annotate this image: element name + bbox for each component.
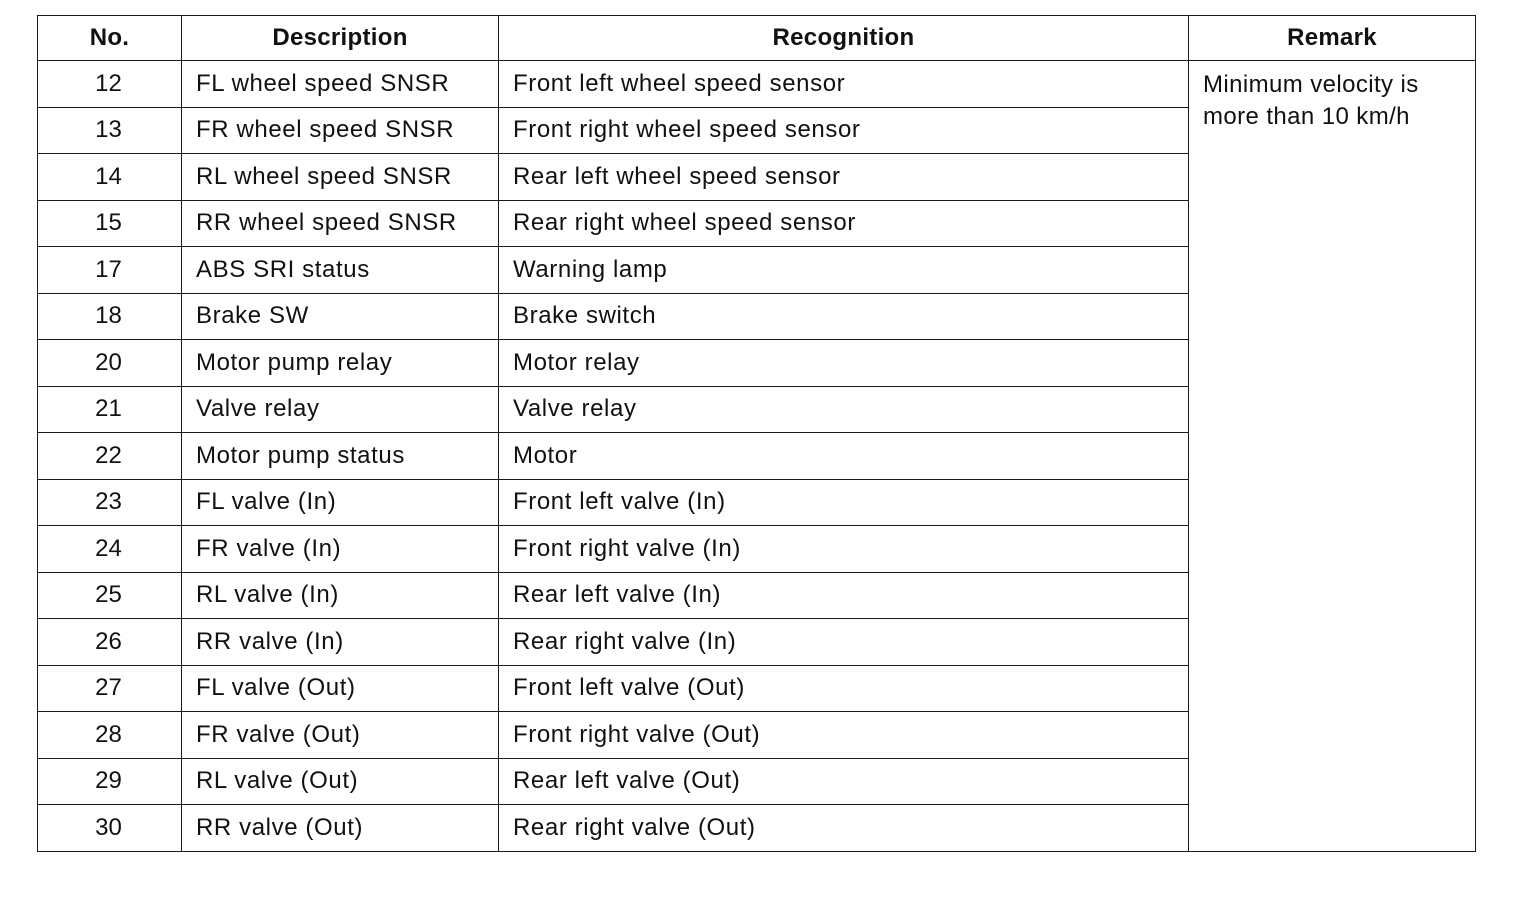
cell-description: RL valve (Out) <box>182 758 499 805</box>
cell-recognition: Rear left valve (Out) <box>499 758 1189 805</box>
cell-description: ABS SRI status <box>182 247 499 294</box>
cell-description: FL valve (Out) <box>182 665 499 712</box>
cell-no: 30 <box>38 805 182 852</box>
cell-no: 24 <box>38 526 182 573</box>
cell-recognition: Brake switch <box>499 293 1189 340</box>
header-description: Description <box>182 16 499 61</box>
cell-remark: Minimum velocity is more than 10 km/h <box>1189 61 1476 852</box>
header-recognition: Recognition <box>499 16 1189 61</box>
cell-no: 12 <box>38 61 182 108</box>
cell-recognition: Front right valve (In) <box>499 526 1189 573</box>
cell-description: FR wheel speed SNSR <box>182 107 499 154</box>
cell-no: 15 <box>38 200 182 247</box>
cell-no: 29 <box>38 758 182 805</box>
cell-no: 26 <box>38 619 182 666</box>
cell-no: 28 <box>38 712 182 759</box>
cell-description: FR valve (Out) <box>182 712 499 759</box>
cell-recognition: Front right wheel speed sensor <box>499 107 1189 154</box>
cell-recognition: Warning lamp <box>499 247 1189 294</box>
cell-description: Valve relay <box>182 386 499 433</box>
cell-description: RR wheel speed SNSR <box>182 200 499 247</box>
cell-recognition: Front right valve (Out) <box>499 712 1189 759</box>
cell-no: 25 <box>38 572 182 619</box>
cell-recognition: Rear left valve (In) <box>499 572 1189 619</box>
cell-recognition: Rear left wheel speed sensor <box>499 154 1189 201</box>
diagnostic-table <box>37 15 1476 852</box>
cell-no: 21 <box>38 386 182 433</box>
cell-no: 18 <box>38 293 182 340</box>
cell-description: FL wheel speed SNSR <box>182 61 499 108</box>
cell-no: 13 <box>38 107 182 154</box>
cell-description: FL valve (In) <box>182 479 499 526</box>
cell-recognition: Front left wheel speed sensor <box>499 61 1189 108</box>
cell-description: FR valve (In) <box>182 526 499 573</box>
header-no: No. <box>38 16 182 61</box>
cell-recognition: Rear right valve (In) <box>499 619 1189 666</box>
cell-recognition: Motor <box>499 433 1189 480</box>
cell-description: RL valve (In) <box>182 572 499 619</box>
cell-description: Brake SW <box>182 293 499 340</box>
table-body <box>38 61 1476 852</box>
cell-description: Motor pump relay <box>182 340 499 387</box>
cell-description: RR valve (Out) <box>182 805 499 852</box>
cell-recognition: Rear right wheel speed sensor <box>499 200 1189 247</box>
table-header <box>38 16 1476 61</box>
cell-recognition: Motor relay <box>499 340 1189 387</box>
cell-no: 20 <box>38 340 182 387</box>
cell-description: RR valve (In) <box>182 619 499 666</box>
cell-description: Motor pump status <box>182 433 499 480</box>
cell-recognition: Valve relay <box>499 386 1189 433</box>
cell-no: 22 <box>38 433 182 480</box>
cell-no: 23 <box>38 479 182 526</box>
cell-no: 14 <box>38 154 182 201</box>
header-row <box>38 16 1476 61</box>
cell-no: 17 <box>38 247 182 294</box>
cell-no: 27 <box>38 665 182 712</box>
cell-description: RL wheel speed SNSR <box>182 154 499 201</box>
cell-recognition: Front left valve (Out) <box>499 665 1189 712</box>
table-row <box>38 61 1476 108</box>
cell-recognition: Rear right valve (Out) <box>499 805 1189 852</box>
header-remark: Remark <box>1189 16 1476 61</box>
cell-recognition: Front left valve (In) <box>499 479 1189 526</box>
